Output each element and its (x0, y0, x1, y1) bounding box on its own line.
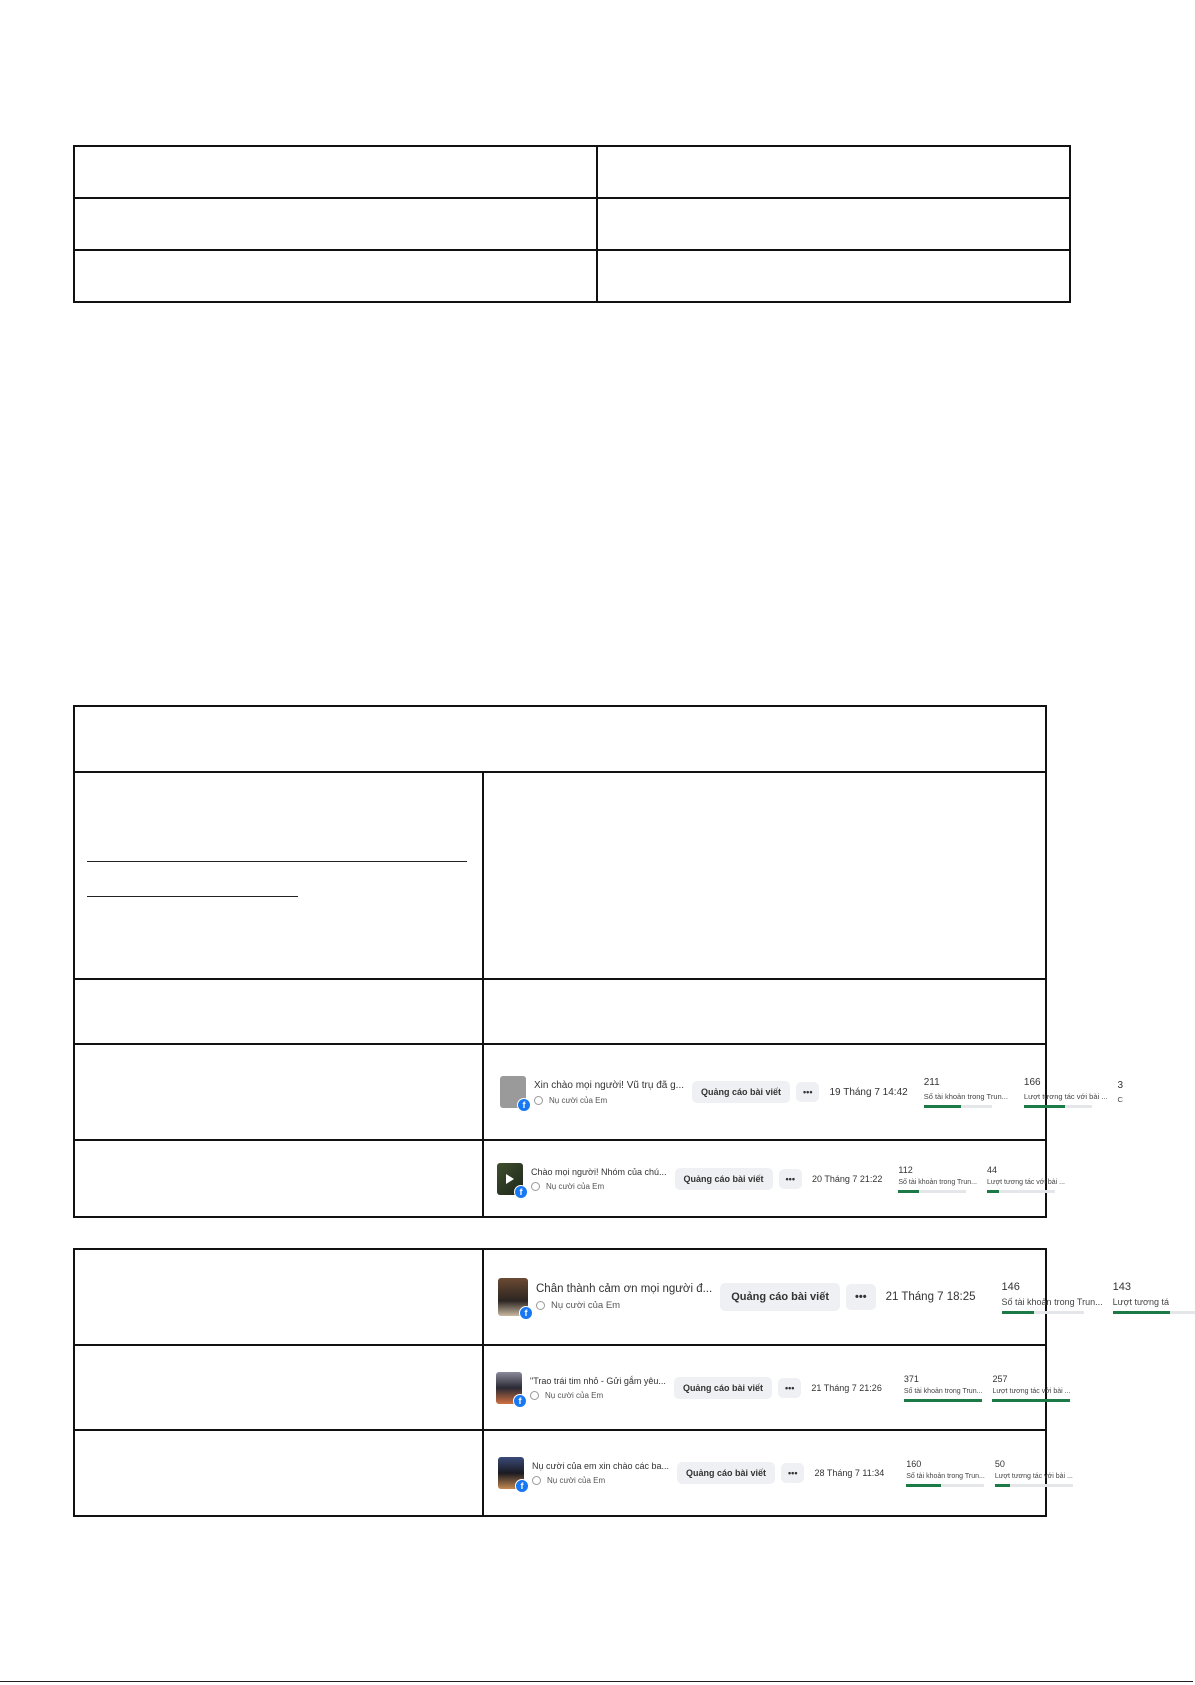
metric-label: Lượt tương tá (1112, 1296, 1169, 1307)
metric-bar (987, 1190, 1055, 1193)
metric-bar (995, 1484, 1073, 1487)
metric-value: 44 (987, 1164, 998, 1175)
metric-label: Lượt tương tác với bài ... (994, 1473, 1073, 1480)
table-cell (74, 1044, 483, 1140)
boost-post-button[interactable]: Quảng cáo bài viết (692, 1081, 790, 1103)
metric-value: 160 (906, 1459, 922, 1469)
post-author: Nụ cười của Em (545, 1390, 604, 1400)
post-cell (483, 1140, 1066, 1217)
metric-bar-fill (987, 1190, 999, 1193)
metric-bar (906, 1484, 984, 1487)
metric-value: 166 (1023, 1076, 1041, 1088)
metric-label: Số tài khoản trong Trun... (1001, 1296, 1103, 1307)
post-thumbnail[interactable] (496, 1372, 522, 1404)
metric-engagement (987, 1165, 1065, 1193)
post-title[interactable]: "Trao trái tim nhỏ - Gửi gắm yêu... (530, 1375, 666, 1386)
more-options-button[interactable]: ••• (779, 1169, 802, 1189)
play-icon (506, 1174, 514, 1184)
post-cell (483, 1249, 1169, 1345)
metric-bar (992, 1399, 1070, 1402)
metric-reach (898, 1165, 977, 1193)
metric-bar-fill (995, 1484, 1011, 1487)
post-thumbnail[interactable] (497, 1163, 523, 1195)
globe-icon (532, 1476, 541, 1485)
metric-label: Số tài khoản trong Trun... (906, 1473, 985, 1480)
metric-label: Số tài khoản trong Trun... (923, 1091, 1008, 1101)
metric-bar-fill (904, 1399, 982, 1402)
metric-engagement (995, 1459, 1073, 1487)
underlined-link-line[interactable] (87, 896, 298, 897)
table-cell (483, 772, 1046, 979)
metric-label: Lượt tương tác với bài ... (992, 1387, 1071, 1395)
more-options-button[interactable]: ••• (846, 1284, 876, 1310)
post-cell (483, 1430, 1073, 1516)
boost-post-button[interactable]: Quảng cáo bài viết (677, 1462, 775, 1484)
post-title[interactable]: Chân thành cảm ơn mọi người đ... (536, 1283, 713, 1295)
post-date: 21 Tháng 7 21:26 (811, 1382, 882, 1393)
table-cell (74, 250, 597, 302)
boost-post-button[interactable]: Quảng cáo bài viết (674, 1377, 772, 1399)
table-cell (597, 146, 1070, 198)
metric-value: 3 (1117, 1080, 1124, 1091)
table-cell (597, 250, 1070, 302)
metric-value: 143 (1112, 1280, 1131, 1293)
metric-value: 50 (994, 1459, 1005, 1469)
table-cell (74, 198, 597, 250)
page-bottom-rule (0, 1681, 1193, 1682)
table-cell (74, 1345, 483, 1430)
metric-bar-fill (1113, 1311, 1170, 1314)
top-table (73, 145, 1071, 303)
metric-value: 257 (992, 1373, 1008, 1384)
table-cell (74, 1249, 483, 1345)
post-date: 19 Tháng 7 14:42 (829, 1086, 908, 1098)
globe-icon (530, 1391, 539, 1400)
table-cell (597, 198, 1070, 250)
metric-bar (924, 1105, 992, 1108)
post-date: 21 Tháng 7 18:25 (885, 1291, 976, 1303)
facebook-icon: f (519, 1306, 533, 1320)
posts-table (73, 705, 1124, 1218)
metric-bar-fill (924, 1105, 961, 1108)
globe-icon (534, 1096, 543, 1105)
boost-post-button[interactable]: Quảng cáo bài viết (720, 1283, 840, 1311)
metric-label: C (1117, 1095, 1123, 1104)
posts-table-2 (73, 1248, 1169, 1517)
metric-value: 371 (903, 1373, 919, 1384)
post-author: Nụ cười của Em (551, 1300, 621, 1311)
post-cell (483, 1345, 1071, 1430)
underlined-link-line[interactable] (87, 861, 467, 862)
metric-bar (1002, 1311, 1084, 1314)
table-cell (74, 1430, 483, 1516)
metric-engagement (1113, 1281, 1195, 1314)
metric-bar-fill (898, 1190, 918, 1193)
post-thumbnail[interactable] (498, 1278, 528, 1316)
metric-bar (1024, 1105, 1092, 1108)
facebook-icon: f (514, 1185, 528, 1199)
table-cell (74, 146, 597, 198)
post-title[interactable]: Chào mọi người! Nhóm của chú... (531, 1166, 667, 1177)
table-header-cell (74, 706, 1046, 772)
table-cell (483, 979, 1046, 1044)
post-date: 28 Tháng 7 11:34 (814, 1468, 885, 1478)
metric-label: Lượt tương tác với bài ... (1023, 1091, 1108, 1101)
post-date: 20 Tháng 7 21:22 (811, 1173, 883, 1184)
table-cell (74, 979, 483, 1044)
metric-bar (904, 1399, 982, 1402)
metric-label: Số tài khoản trong Trun... (898, 1178, 977, 1186)
metric-extra (1118, 1080, 1124, 1104)
more-options-button[interactable]: ••• (778, 1378, 801, 1398)
globe-icon (536, 1301, 545, 1310)
post-title[interactable]: Nụ cười của em xin chào các ba... (532, 1461, 669, 1471)
metric-label: Lượt tương tác với bài ... (987, 1178, 1066, 1186)
metric-reach (906, 1459, 985, 1487)
facebook-icon: f (517, 1098, 531, 1112)
metric-value: 146 (1001, 1280, 1020, 1293)
table-cell (74, 772, 483, 979)
metric-bar (898, 1190, 966, 1193)
post-author: Nụ cười của Em (546, 1181, 605, 1191)
post-author: Nụ cười của Em (547, 1476, 606, 1485)
metric-bar-fill (992, 1399, 1070, 1402)
metric-engagement (1024, 1077, 1108, 1108)
post-cell (483, 1044, 1124, 1140)
metric-bar-fill (1002, 1311, 1035, 1314)
boost-post-button[interactable]: Quảng cáo bài viết (675, 1168, 773, 1190)
metric-bar-fill (1024, 1105, 1065, 1108)
facebook-icon: f (515, 1479, 529, 1493)
post-title[interactable]: Xin chào mọi người! Vũ trụ đã g... (534, 1079, 684, 1091)
metric-value: 211 (923, 1076, 940, 1088)
metric-reach (904, 1374, 983, 1402)
metric-label: Số tài khoản trong Trun... (903, 1387, 983, 1395)
table-cell (74, 1140, 483, 1217)
more-options-button[interactable]: ••• (796, 1082, 819, 1102)
globe-icon (531, 1182, 540, 1191)
metric-bar (1113, 1311, 1195, 1314)
post-thumbnail[interactable] (498, 1457, 524, 1489)
post-thumbnail[interactable] (500, 1076, 526, 1108)
metric-value: 112 (898, 1164, 913, 1175)
metric-bar-fill (906, 1484, 941, 1487)
facebook-icon: f (513, 1394, 527, 1408)
metric-reach (1002, 1281, 1103, 1314)
metric-engagement (992, 1374, 1070, 1402)
post-author: Nụ cười của Em (549, 1095, 608, 1105)
more-options-button[interactable]: ••• (781, 1463, 804, 1483)
metric-reach (924, 1077, 1008, 1108)
